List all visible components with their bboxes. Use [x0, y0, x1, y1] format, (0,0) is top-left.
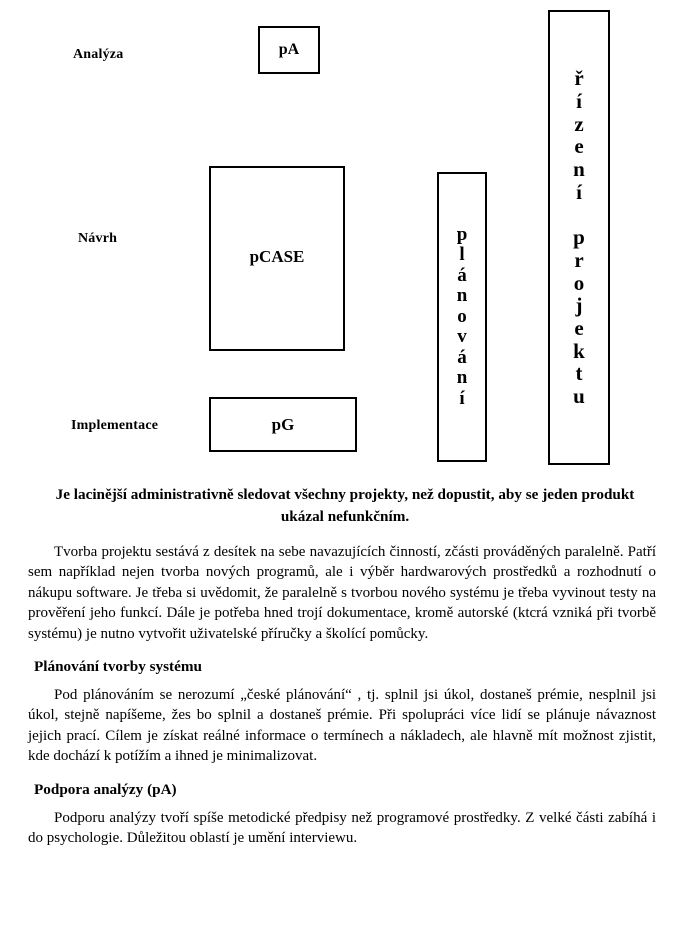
- diagram-box-rizeni-projektu-label: ř í z e n í p r o j e k t u: [573, 66, 585, 408]
- diagram-box-rizeni-projektu: [548, 10, 610, 465]
- lead-statement: Je lacinější administrativně sledovat všechny projekty, než dopustit, aby se jeden produkt ukázal nefunkčním.: [55, 486, 635, 526]
- stage-label-navrh: Návrh: [78, 231, 118, 246]
- diagram-box-planovani: [437, 172, 487, 462]
- diagram-box-pg-label: pG: [271, 415, 295, 434]
- stage-label-analyza: Analýza: [73, 47, 124, 62]
- stage-label-implementace: Implementace: [71, 418, 159, 433]
- diagram-box-pa-label: pA: [278, 41, 300, 58]
- paragraph-planovani: Pod plánováním se nerozumí „české plánování“ , tj. splnil jsi úkol, dostaneš prémie, nesplnil jsi úkol, stejně napíšeme, žes bo splnil a dostaneš prémie. Při spolupráci více lidí se plánuje návaznost jejich prací. Cílem je získat reálné informace o termínech a nákladech, ale hlavně mít možnost zjistit, kde dochází k potížím a ihned je minimalizovat.: [28, 687, 656, 765]
- paragraph-podpora-analyzy: Podporu analýzy tvoří spíše metodické předpisy než programové prostředky. Z velké části zabíhá i do psychologie. Důležitou oblastí je umění interviewu.: [28, 809, 656, 846]
- diagram-box-pg: [209, 397, 357, 452]
- diagram-box-pa: [258, 26, 320, 74]
- diagram-box-planovani-label: p l á n o v á n í: [456, 223, 468, 409]
- paragraph-intro: Tvorba projektu sestává z desítek na sebe navazujících činností, zčásti prováděných paralelně. Patří sem například nejen tvorba nových programů, ale i výběr hardwarových prostředků a rozhodnutí o nákupu software. Je třeba si uvědomit, že paralelně s tvorbou nového systému je třeba vyvinout testy na prověření jeho funkcí. Dále je potřeba hned trojí dokumentace, kromě autorské (ktcrá vzniká při tvorbě systému) je nutno vytvořit uživatelské příručky a školící pomůcky.: [28, 544, 656, 642]
- section-heading-podpora-analyzy: Podpora analýzy (pA): [34, 780, 177, 798]
- diagram-box-pcase: [209, 166, 345, 351]
- document-body: [28, 484, 656, 862]
- diagram-box-pcase-label: pCASE: [249, 247, 305, 266]
- section-heading-planovani: Plánování tvorby systému: [34, 658, 202, 676]
